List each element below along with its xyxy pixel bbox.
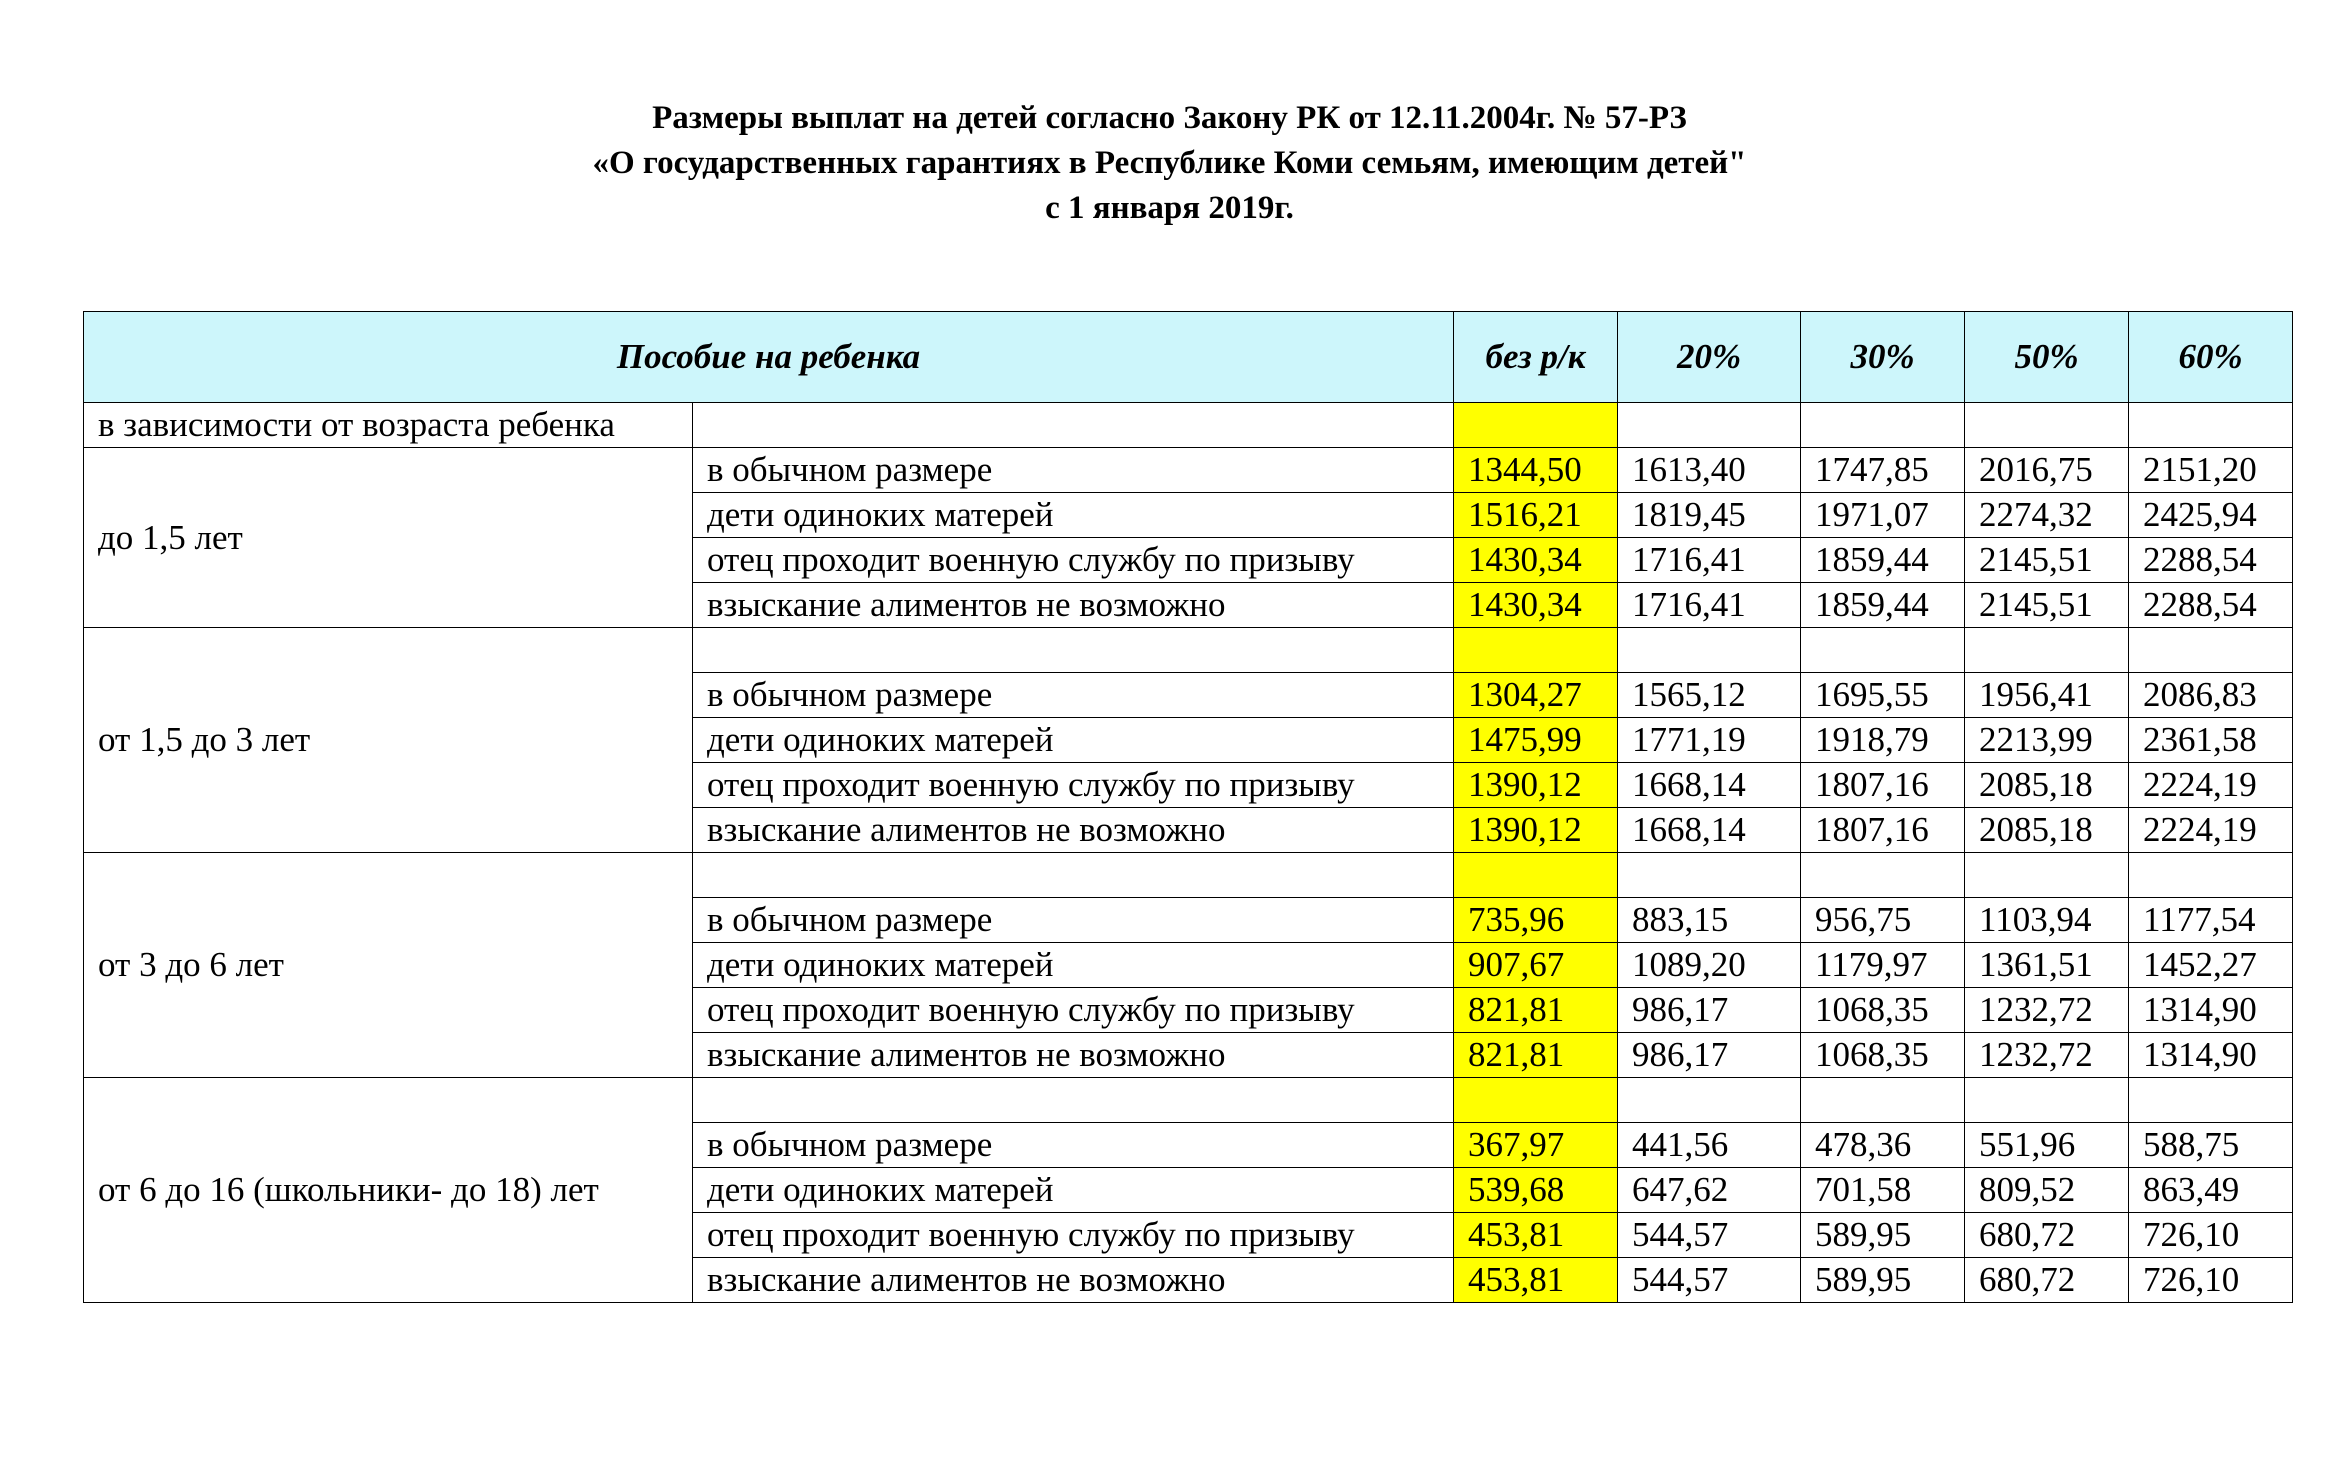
value-cell: 588,75 — [2129, 1123, 2293, 1168]
value-cell: 986,17 — [1618, 1033, 1801, 1078]
blank-cell — [1618, 1078, 1801, 1123]
value-base: 821,81 — [1454, 1033, 1618, 1078]
value-cell: 1179,97 — [1801, 943, 1965, 988]
payment-type: дети одиноких матерей — [693, 493, 1454, 538]
section-blank — [693, 403, 1454, 448]
header-benefit: Пособие на ребенка — [84, 312, 1454, 403]
value-cell: 701,58 — [1801, 1168, 1965, 1213]
value-cell: 2288,54 — [2129, 583, 2293, 628]
payment-type: отец проходит военную службу по призыву — [693, 1213, 1454, 1258]
header-row — [84, 312, 2293, 403]
value-cell: 1747,85 — [1801, 448, 1965, 493]
table-row — [84, 448, 2293, 493]
title-line-2: «О государственных гарантиях в Республике Коми семьям, имеющим детей" — [592, 145, 1747, 181]
age-group-label: от 1,5 до 3 лет — [84, 628, 693, 853]
document-title — [0, 96, 2339, 231]
value-cell: 1068,35 — [1801, 1033, 1965, 1078]
value-cell: 2085,18 — [1965, 763, 2129, 808]
value-cell: 1314,90 — [2129, 1033, 2293, 1078]
value-cell: 2151,20 — [2129, 448, 2293, 493]
blank-cell — [1965, 1078, 2129, 1123]
value-cell: 2224,19 — [2129, 808, 2293, 853]
value-cell: 1695,55 — [1801, 673, 1965, 718]
payment-type: отец проходит военную службу по призыву — [693, 763, 1454, 808]
value-cell: 2145,51 — [1965, 583, 2129, 628]
payment-type: отец проходит военную службу по призыву — [693, 538, 1454, 583]
value-cell: 2086,83 — [2129, 673, 2293, 718]
table-body — [84, 403, 2293, 1303]
value-base: 821,81 — [1454, 988, 1618, 1033]
section-blank-highlight — [1454, 403, 1618, 448]
header-base: без р/к — [1454, 312, 1618, 403]
value-base: 1344,50 — [1454, 448, 1618, 493]
title-line-1: Размеры выплат на детей согласно Закону РК от 12.11.2004г. № 57-РЗ — [652, 100, 1687, 136]
payment-type: взыскание алиментов не возможно — [693, 1258, 1454, 1303]
value-cell: 956,75 — [1801, 898, 1965, 943]
value-cell: 647,62 — [1618, 1168, 1801, 1213]
payment-type: дети одиноких матерей — [693, 1168, 1454, 1213]
blank-row — [84, 853, 2293, 898]
value-cell: 680,72 — [1965, 1258, 2129, 1303]
value-cell: 2085,18 — [1965, 808, 2129, 853]
value-cell: 1807,16 — [1801, 808, 1965, 853]
value-cell: 1314,90 — [2129, 988, 2293, 1033]
payment-type: взыскание алиментов не возможно — [693, 583, 1454, 628]
value-cell: 680,72 — [1965, 1213, 2129, 1258]
value-cell: 726,10 — [2129, 1258, 2293, 1303]
age-group-label: до 1,5 лет — [84, 448, 693, 628]
header-30: 30% — [1801, 312, 1965, 403]
value-base: 1430,34 — [1454, 538, 1618, 583]
blank-cell — [693, 853, 1454, 898]
value-cell: 1668,14 — [1618, 808, 1801, 853]
blank-cell — [1965, 853, 2129, 898]
value-cell: 1819,45 — [1618, 493, 1801, 538]
value-cell: 2425,94 — [2129, 493, 2293, 538]
value-cell: 1361,51 — [1965, 943, 2129, 988]
value-cell: 726,10 — [2129, 1213, 2293, 1258]
value-cell: 2145,51 — [1965, 538, 2129, 583]
section-blank-cell — [1618, 403, 1801, 448]
blank-cell — [1801, 1078, 1965, 1123]
value-cell: 1565,12 — [1618, 673, 1801, 718]
value-cell: 1613,40 — [1618, 448, 1801, 493]
value-cell: 1859,44 — [1801, 583, 1965, 628]
payment-type: в обычном размере — [693, 1123, 1454, 1168]
payment-type: отец проходит военную службу по призыву — [693, 988, 1454, 1033]
value-cell: 1668,14 — [1618, 763, 1801, 808]
value-cell: 441,56 — [1618, 1123, 1801, 1168]
value-base: 453,81 — [1454, 1213, 1618, 1258]
value-cell: 1716,41 — [1618, 583, 1801, 628]
value-base: 1430,34 — [1454, 583, 1618, 628]
value-cell: 2213,99 — [1965, 718, 2129, 763]
value-cell: 809,52 — [1965, 1168, 2129, 1213]
value-cell: 2288,54 — [2129, 538, 2293, 583]
payment-type: взыскание алиментов не возможно — [693, 1033, 1454, 1078]
header-60: 60% — [2129, 312, 2293, 403]
value-cell: 1807,16 — [1801, 763, 1965, 808]
blank-cell — [2129, 628, 2293, 673]
value-base: 1390,12 — [1454, 763, 1618, 808]
value-cell: 1918,79 — [1801, 718, 1965, 763]
value-cell: 2274,32 — [1965, 493, 2129, 538]
blank-cell — [2129, 853, 2293, 898]
blank-cell — [1618, 628, 1801, 673]
blank-cell — [1801, 628, 1965, 673]
value-cell: 551,96 — [1965, 1123, 2129, 1168]
blank-cell — [1801, 853, 1965, 898]
value-cell: 883,15 — [1618, 898, 1801, 943]
value-cell: 1859,44 — [1801, 538, 1965, 583]
value-base: 907,67 — [1454, 943, 1618, 988]
value-cell: 1068,35 — [1801, 988, 1965, 1033]
blank-cell — [1454, 1078, 1618, 1123]
value-cell: 1103,94 — [1965, 898, 2129, 943]
value-cell: 1771,19 — [1618, 718, 1801, 763]
blank-row — [84, 628, 2293, 673]
payment-type: дети одиноких матерей — [693, 718, 1454, 763]
value-base: 453,81 — [1454, 1258, 1618, 1303]
value-cell: 1232,72 — [1965, 988, 2129, 1033]
age-group-label: от 3 до 6 лет — [84, 853, 693, 1078]
payment-type: в обычном размере — [693, 898, 1454, 943]
blank-cell — [1454, 628, 1618, 673]
value-cell: 1089,20 — [1618, 943, 1801, 988]
blank-cell — [1454, 853, 1618, 898]
value-base: 735,96 — [1454, 898, 1618, 943]
value-cell: 1956,41 — [1965, 673, 2129, 718]
value-base: 1390,12 — [1454, 808, 1618, 853]
value-cell: 589,95 — [1801, 1258, 1965, 1303]
value-cell: 478,36 — [1801, 1123, 1965, 1168]
payment-type: дети одиноких матерей — [693, 943, 1454, 988]
header-20: 20% — [1618, 312, 1801, 403]
payment-type: взыскание алиментов не возможно — [693, 808, 1454, 853]
value-base: 1516,21 — [1454, 493, 1618, 538]
value-base: 367,97 — [1454, 1123, 1618, 1168]
section-blank-cell — [1801, 403, 1965, 448]
value-cell: 544,57 — [1618, 1213, 1801, 1258]
value-base: 539,68 — [1454, 1168, 1618, 1213]
value-cell: 1452,27 — [2129, 943, 2293, 988]
value-base: 1475,99 — [1454, 718, 1618, 763]
section-blank-cell — [1965, 403, 2129, 448]
blank-cell — [1965, 628, 2129, 673]
blank-cell — [2129, 1078, 2293, 1123]
payment-type: в обычном размере — [693, 673, 1454, 718]
value-cell: 1232,72 — [1965, 1033, 2129, 1078]
section-blank-cell — [2129, 403, 2293, 448]
title-line-3: с 1 января 2019г. — [1045, 190, 1294, 226]
value-cell: 2361,58 — [2129, 718, 2293, 763]
value-cell: 863,49 — [2129, 1168, 2293, 1213]
blank-cell — [693, 628, 1454, 673]
value-cell: 544,57 — [1618, 1258, 1801, 1303]
value-cell: 2224,19 — [2129, 763, 2293, 808]
value-cell: 1971,07 — [1801, 493, 1965, 538]
value-cell: 986,17 — [1618, 988, 1801, 1033]
section-label: в зависимости от возраста ребенка — [84, 403, 693, 448]
value-cell: 2016,75 — [1965, 448, 2129, 493]
value-cell: 1177,54 — [2129, 898, 2293, 943]
payments-table — [83, 311, 2293, 1303]
payment-type: в обычном размере — [693, 448, 1454, 493]
blank-row — [84, 1078, 2293, 1123]
header-50: 50% — [1965, 312, 2129, 403]
value-cell: 589,95 — [1801, 1213, 1965, 1258]
blank-cell — [1618, 853, 1801, 898]
section-row — [84, 403, 2293, 448]
value-base: 1304,27 — [1454, 673, 1618, 718]
age-group-label: от 6 до 16 (школьники- до 18) лет — [84, 1078, 693, 1303]
value-cell: 1716,41 — [1618, 538, 1801, 583]
blank-cell — [693, 1078, 1454, 1123]
